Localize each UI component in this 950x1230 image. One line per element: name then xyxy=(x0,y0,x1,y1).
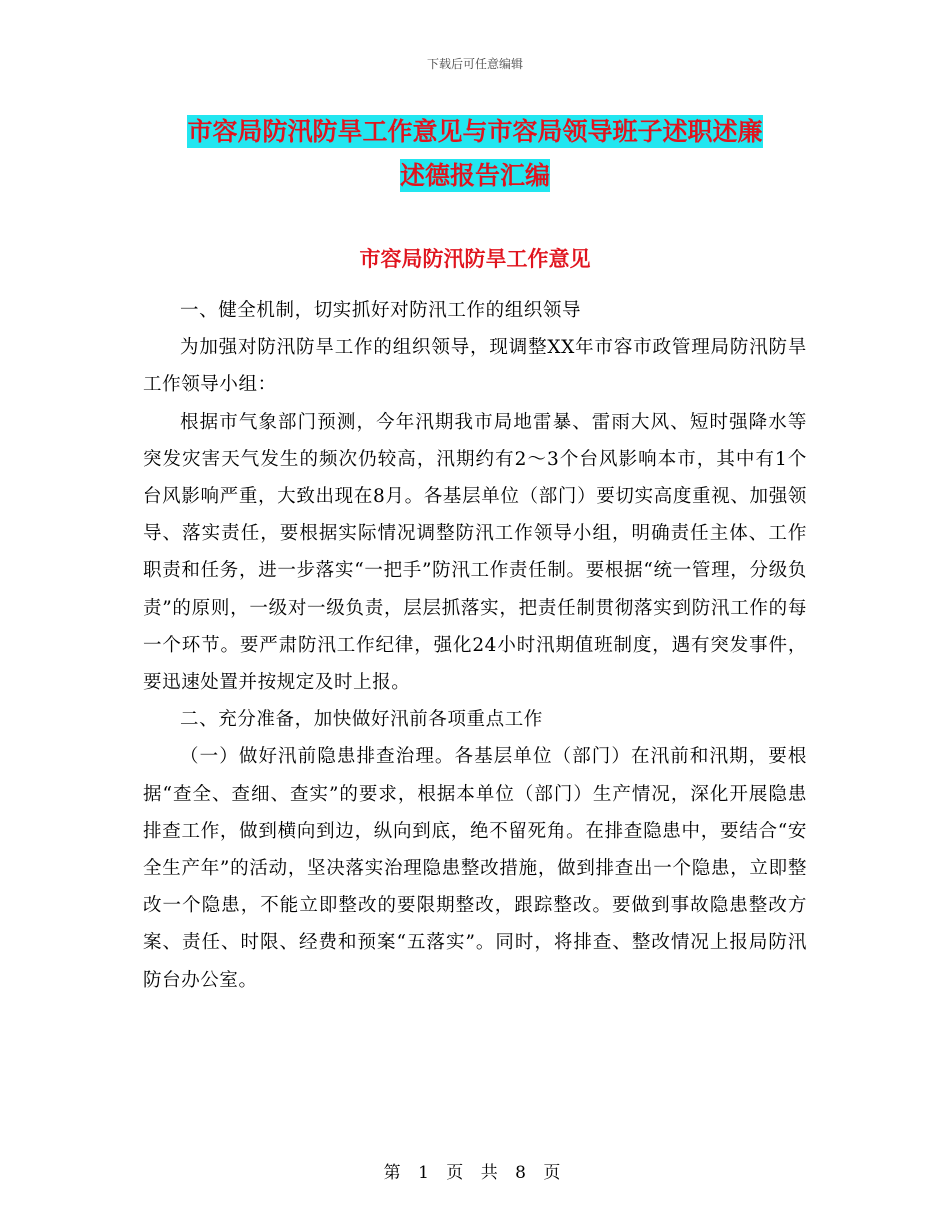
section-title: 市容局防汛防旱工作意见 xyxy=(359,247,591,271)
title-line-2: 述德报告汇编 xyxy=(399,161,550,190)
paragraph: （一）做好汛前隐患排查治理。各基层单位（部门）在汛前和汛期，要根据“查全、查细、查实”的要求，根据本单位（部门）生产情况，深化开展隐患排查工作，做到横向到边，纵向到底，绝不留死角。在排查隐患中，要结合“安全生产年”的活动，坚决落实治理隐患整改措施，做到排查出一个隐患，立即整改一个隐患，不能立即整改的要限期整改，跟踪整改。要做到事故隐患整改方案、责任、时限、经费和预案“五落实”。同时，将排查、整改情况上报局防汛防台办公室。 xyxy=(143,746,807,991)
paragraph: 为加强对防汛防旱工作的组织领导，现调整XX年市容市政管理局防汛防旱工作领导小组： xyxy=(143,337,807,396)
paragraph-heading-1: 一、健全机制，切实抓好对防汛工作的组织领导 xyxy=(180,300,582,321)
paragraph: 根据市气象部门预测，今年汛期我市局地雷暴、雷雨大风、短时强降水等突发灾害天气发生的频次仍较高，汛期约有2～3个台风影响本市，其中有1个台风影响严重，大致出现在8月。各基层单位（部门）要切实高度重视、加强领导、落实责任，要根据实际情况调整防汛工作领导小组，明确责任主体、工作职责和任务，进一步落实“一把手”防汛工作责任制。要根据“统一管理，分级负责”的原则，一级对一级负责，层层抓落实，把责任制贯彻落实到防汛工作的每一个环节。要严肃防汛工作纪律，强化24小时汛期值班制度，遇有突发事件，要迅速处置并按规定及时上报。 xyxy=(143,411,807,694)
page-number-footer: 第 1 页 共 8 页 xyxy=(383,1163,567,1183)
title-line-1: 市容局防汛防旱工作意见与市容局领导班子述职述廉 xyxy=(187,117,763,146)
document-title xyxy=(145,110,805,198)
body-text xyxy=(143,292,807,999)
header-note: 下载后可任意编辑 xyxy=(426,57,523,71)
paragraph-heading-2: 二、充分准备，加快做好汛前各项重点工作 xyxy=(180,709,543,731)
